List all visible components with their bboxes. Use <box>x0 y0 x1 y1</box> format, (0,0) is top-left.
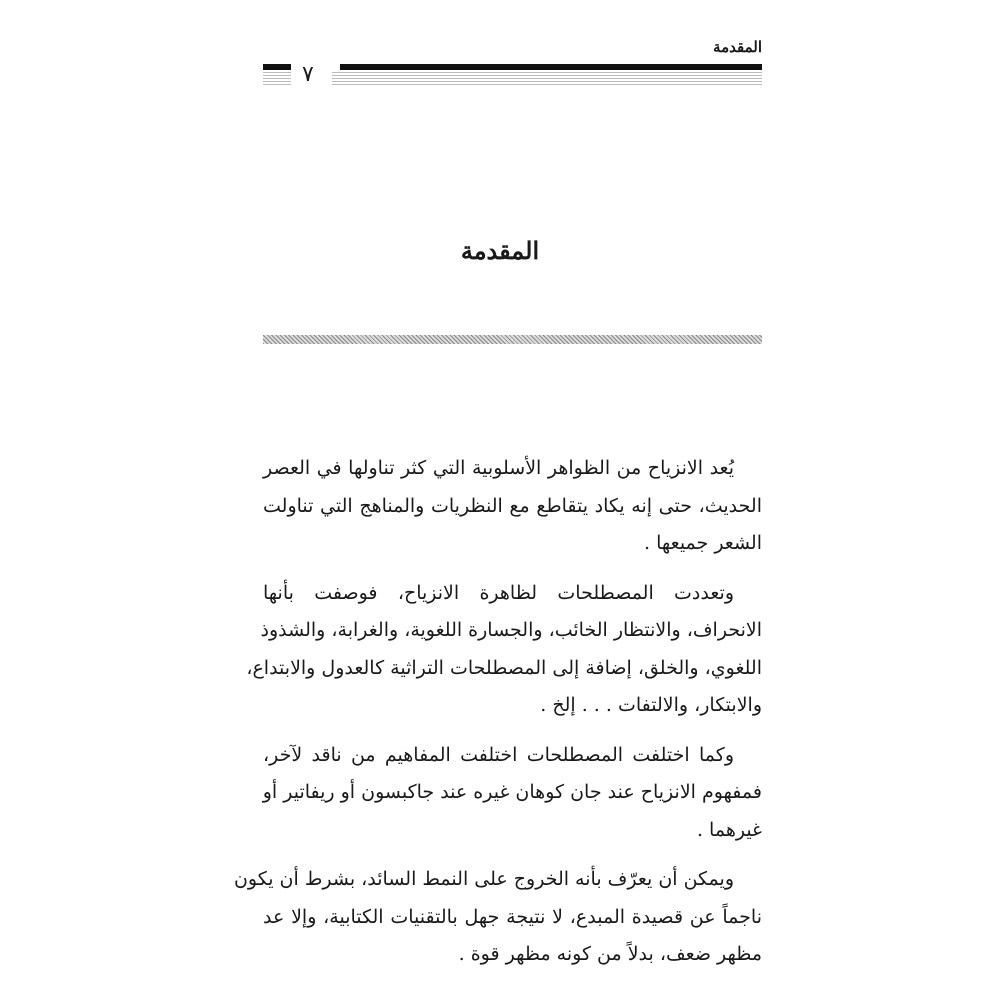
page-number: ٧ <box>302 62 314 87</box>
text-line: الحديث، حتى إنه يكاد يتقاطع مع النظريات والمناهج التي تناولت <box>263 494 762 517</box>
paragraph-1 <box>263 450 762 563</box>
text-line: فمفهوم الانزياح عند جان كوهان غيره عند جاكبسون أو ريفاتير أو <box>262 781 762 803</box>
text-line: والابتكار، والالتفات . . . إلخ . <box>540 694 762 716</box>
text-line: وكما اختلفت المصطلحات اختلفت المفاهيم من ناقد لآخر، <box>263 743 734 766</box>
text-line: غيرهما . <box>696 818 762 841</box>
paragraph-2 <box>246 575 762 725</box>
text-line: مظهر ضعف، بدلاً من كونه مظهر قوة . <box>458 943 762 965</box>
text-line: اللغوي، والخلق، إضافة إلى المصطلحات التراثية كالعدول والابتداع، <box>246 656 762 679</box>
header-rule-small <box>263 64 291 70</box>
body-text <box>233 450 762 986</box>
text-line: ويمكن أن يعرّف بأنه الخروج على النمط السائد، بشرط أن يكون <box>233 868 734 890</box>
text-line: يُعد الانزياح من الظواهر الأسلوبية التي كثر تناولها في العصر <box>263 457 734 479</box>
paragraph-3 <box>263 737 762 850</box>
running-header-title: المقدمة <box>713 38 762 56</box>
text-line: الشعر جميعها . <box>644 532 762 554</box>
text-line: ناجماً عن قصيدة المبدع، لا نتيجة جهل بالتقنيات الكتابية، وإلا عد <box>263 905 762 928</box>
paragraph-4 <box>233 861 762 974</box>
title-divider <box>263 335 762 344</box>
text-line: الانحراف، والانتظار الخائب، والجسارة اللغوية، والغرابة، والشذوذ <box>260 619 762 641</box>
chapter-title: المقدمة <box>460 236 540 265</box>
header-rule <box>340 64 762 70</box>
text-line: وتعددت المصطلحات لظاهرة الانزياح، فوصفت بأنها <box>263 581 734 604</box>
